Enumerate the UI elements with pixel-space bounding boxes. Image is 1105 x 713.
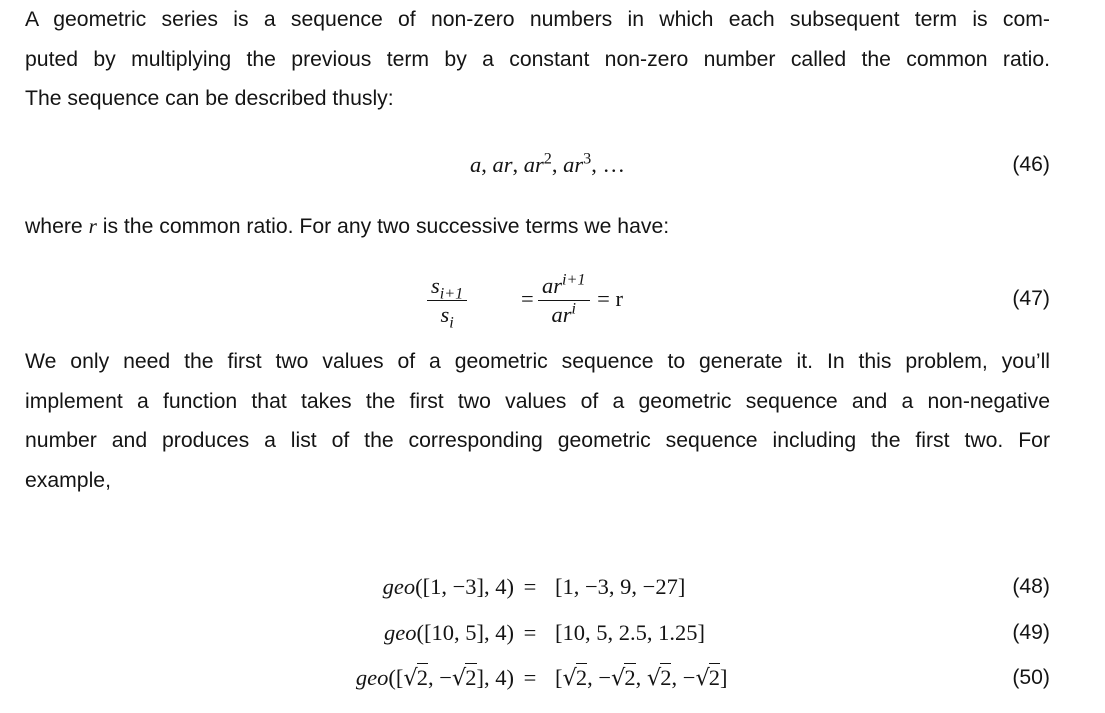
document-page xyxy=(25,0,1050,713)
sqrt-term: √2 xyxy=(611,665,636,691)
equation-47-relation: = xyxy=(521,286,534,311)
equation-48-rhs: [1, −3, 9, −27] xyxy=(555,574,686,599)
equation-47-number: (47) xyxy=(1012,287,1050,310)
ratio-fraction-rhs: $\frac{ar^{i+1}}{ar^i}$ xyxy=(538,272,590,329)
equation-50-rhs: [√2, −√2, √2, −√2] xyxy=(555,656,728,700)
body-line-3: number and produces a list of the corresponding geometric sequence including the first two. For xyxy=(25,429,1050,452)
equation-47-lhs xyxy=(427,268,467,330)
sqrt-term: √2 xyxy=(695,665,721,691)
equation-50 xyxy=(25,656,1050,700)
intro-paragraph xyxy=(25,0,1050,119)
sqrt-term: √2 xyxy=(562,665,588,691)
equation-48-relation: = xyxy=(523,574,537,599)
equation-49-lhs: geo([10, 5], 4) xyxy=(384,620,514,645)
equation-46-body: a, ar, $ar^2$, $ar^3$, … xyxy=(470,149,625,177)
intro-line-2: puted by multiplying the previous term by a constant non-zero number called the common ratio. xyxy=(25,47,1050,71)
equation-50-relation: = xyxy=(523,665,537,690)
body-line-4: example, xyxy=(25,468,111,492)
equation-50-number: (50) xyxy=(1012,666,1050,689)
sqrt-term: √2 xyxy=(646,665,672,691)
equation-46-number: (46) xyxy=(1012,153,1050,176)
body-line-1: We only need the first two values of a geometric sequence to generate it. In this problem, you’ll xyxy=(25,350,1050,373)
equation-46 xyxy=(25,143,1050,187)
equation-49-number: (49) xyxy=(1012,621,1050,644)
equation-48-number: (48) xyxy=(1012,575,1050,598)
equation-50-lhs: geo([√2, −√2], 4) xyxy=(356,656,514,700)
sqrt-term: √2 xyxy=(451,665,477,691)
equation-47-rhs: $\frac{ar^{i+1}}{ar^i}$ = r xyxy=(538,268,623,330)
equation-47 xyxy=(25,268,1050,330)
equation-48-lhs: geo([1, −3], 4) xyxy=(382,574,514,599)
equation-49 xyxy=(25,611,1050,655)
intro-line-1: A geometric series is a sequence of non-zero numbers in which each subsequent term is com- xyxy=(25,8,1050,31)
equation-49-rhs: [10, 5, 2.5, 1.25] xyxy=(555,620,705,645)
equation-48 xyxy=(25,565,1050,609)
where-line: where r is the common ratio. For any two successive terms we have: xyxy=(25,214,670,238)
where-paragraph xyxy=(25,207,1050,247)
body-line-2: implement a function that takes the first two values of a geometric sequence and a non-negative xyxy=(25,389,1050,413)
equation-49-relation: = xyxy=(523,620,537,645)
body-paragraph xyxy=(25,342,1050,500)
sqrt-term: √2 xyxy=(403,665,428,691)
intro-line-3: The sequence can be described thusly: xyxy=(25,87,394,110)
ratio-fraction-lhs: $\frac{s_{i+1}}{s_i}$ xyxy=(427,272,467,329)
